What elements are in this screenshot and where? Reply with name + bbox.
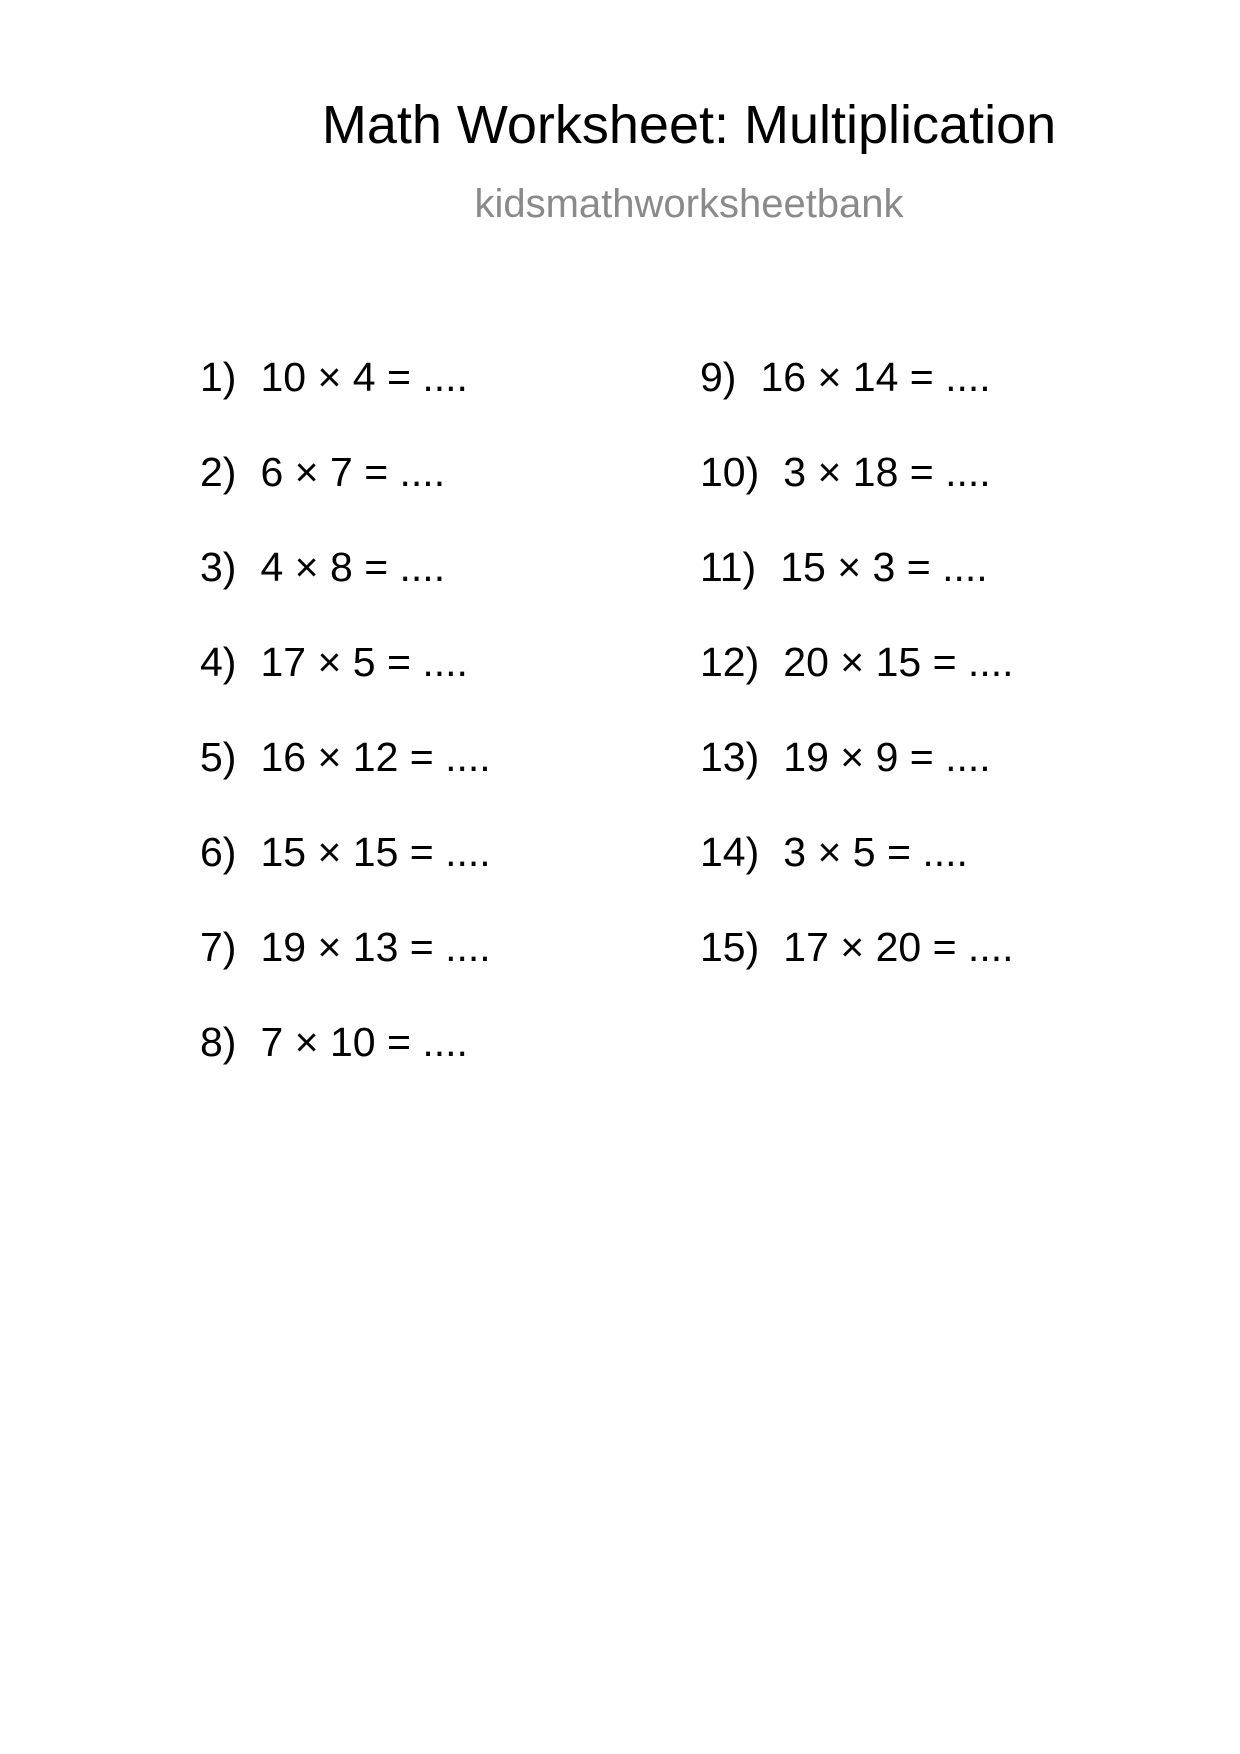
problem-item — [200, 923, 491, 1018]
problem-expression: 16 × 12 = .... — [260, 734, 491, 780]
problem-expression: 10 × 4 = .... — [260, 354, 468, 400]
problem-item — [200, 1018, 491, 1113]
problem-expression: 16 × 14 = .... — [760, 354, 991, 400]
problem-expression: 15 × 15 = .... — [260, 829, 491, 875]
problem-expression: 17 × 20 = .... — [783, 924, 1014, 970]
problem-number: 11) — [700, 544, 757, 590]
problem-expression: 6 × 7 = .... — [260, 449, 446, 495]
problem-number: 10) — [700, 449, 760, 495]
problem-number: 2) — [200, 449, 237, 495]
problem-item — [200, 638, 491, 733]
problem-expression: 7 × 10 = .... — [260, 1019, 468, 1065]
problem-number: 4) — [200, 639, 237, 685]
problem-item — [700, 638, 1014, 733]
problem-expression: 19 × 9 = .... — [783, 734, 991, 780]
problem-number: 7) — [200, 924, 237, 970]
problem-number: 5) — [200, 734, 237, 780]
problem-number: 14) — [700, 829, 760, 875]
problem-number: 13) — [700, 734, 760, 780]
problem-item — [200, 733, 491, 828]
problem-expression: 15 × 3 = .... — [780, 544, 988, 590]
problem-number: 8) — [200, 1019, 237, 1065]
problem-column-right — [700, 353, 1014, 1018]
problem-item — [200, 353, 491, 448]
problem-expression: 3 × 18 = .... — [783, 449, 991, 495]
problem-expression: 4 × 8 = .... — [260, 544, 446, 590]
problem-item — [200, 828, 491, 923]
problem-item — [200, 448, 491, 543]
problem-expression: 17 × 5 = .... — [260, 639, 468, 685]
problem-number: 1) — [200, 354, 237, 400]
problem-expression: 20 × 15 = .... — [783, 639, 1014, 685]
problem-item — [700, 733, 1014, 828]
problem-number: 3) — [200, 544, 237, 590]
problem-expression: 19 × 13 = .... — [260, 924, 491, 970]
page-title: Math Worksheet: Multiplication — [321, 95, 1057, 155]
problem-item — [700, 923, 1014, 1018]
problem-number: 15) — [700, 924, 760, 970]
problem-item — [700, 448, 1014, 543]
problem-column-left — [200, 353, 491, 1113]
problem-item — [700, 828, 1014, 923]
problem-number: 9) — [700, 354, 737, 400]
site-name: kidsmathworksheetbank — [474, 182, 904, 226]
problem-expression: 3 × 5 = .... — [783, 829, 968, 875]
problem-item — [700, 543, 1014, 638]
problem-number: 6) — [200, 829, 237, 875]
problem-item — [700, 353, 1014, 448]
problem-item — [200, 543, 491, 638]
problem-number: 12) — [700, 639, 760, 685]
